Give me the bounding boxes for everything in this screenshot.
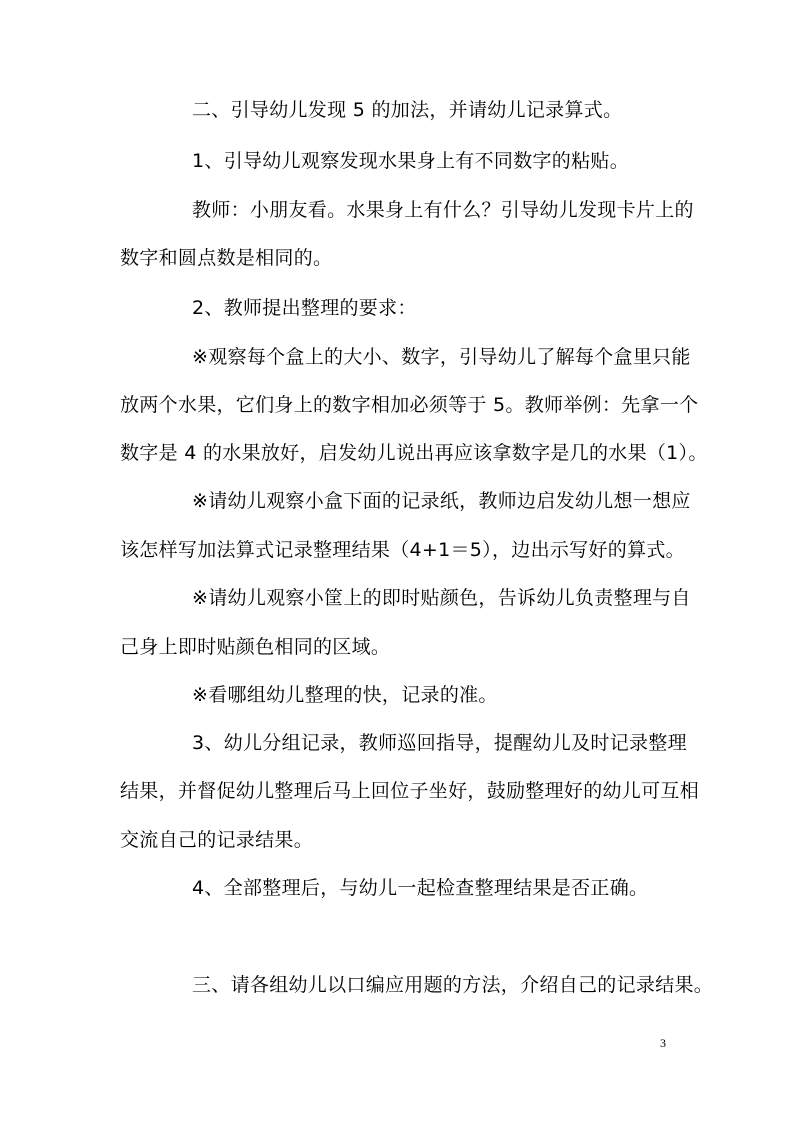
step-three-line-1: 3、幼儿分组记录，教师巡回指导，提醒幼儿及时记录整理 bbox=[192, 732, 687, 754]
step-three-line-2: 结果，并督促幼儿整理后马上回位子坐好，鼓励整理好的幼儿可互相 bbox=[120, 780, 700, 802]
section-heading-two: 二、引导幼儿发现 5 的加法，并请幼儿记录算式。 bbox=[192, 99, 623, 121]
section-heading-three: 三、请各组幼儿以口编应用题的方法，介绍自己的记录结果。 bbox=[192, 974, 714, 996]
step-one-text: 1、引导幼儿观察发现水果身上有不同数字的粘贴。 bbox=[192, 150, 629, 172]
requirement-1-line-3: 数字是 4 的水果放好，启发幼儿说出再应该拿数字是几的水果（1）。 bbox=[120, 442, 708, 464]
requirement-2-line-2: 该怎样写加法算式记录整理结果（4+1＝5），边出示写好的算式。 bbox=[120, 539, 685, 561]
requirement-2-line-1: ※请幼儿观察小盒下面的记录纸，教师边启发幼儿想一想应 bbox=[192, 490, 691, 512]
step-three-line-3: 交流自己的记录结果。 bbox=[120, 829, 314, 851]
step-two-text: 2、教师提出整理的要求： bbox=[192, 297, 417, 319]
step-four-text: 4、全部整理后，与幼儿一起检查整理结果是否正确。 bbox=[192, 877, 649, 899]
requirement-3-line-2: 己身上即时贴颜色相同的区域。 bbox=[120, 636, 391, 658]
requirement-4-text: ※看哪组幼儿整理的快，记录的准。 bbox=[192, 684, 498, 706]
requirement-1-line-2: 放两个水果，它们身上的数字相加必须等于 5。教师举例：先拿一个 bbox=[120, 394, 699, 416]
teacher-dialog-line-1: 教师：小朋友看。水果身上有什么？引导幼儿发现卡片上的 bbox=[192, 199, 694, 221]
teacher-dialog-line-2: 数字和圆点数是相同的。 bbox=[120, 247, 333, 269]
page-number: 3 bbox=[660, 1036, 666, 1050]
requirement-3-line-1: ※请幼儿观察小筐上的即时贴颜色，告诉幼儿负责整理与自 bbox=[192, 587, 691, 609]
requirement-1-line-1: ※观察每个盒上的大小、数字，引导幼儿了解每个盒里只能 bbox=[192, 346, 691, 368]
